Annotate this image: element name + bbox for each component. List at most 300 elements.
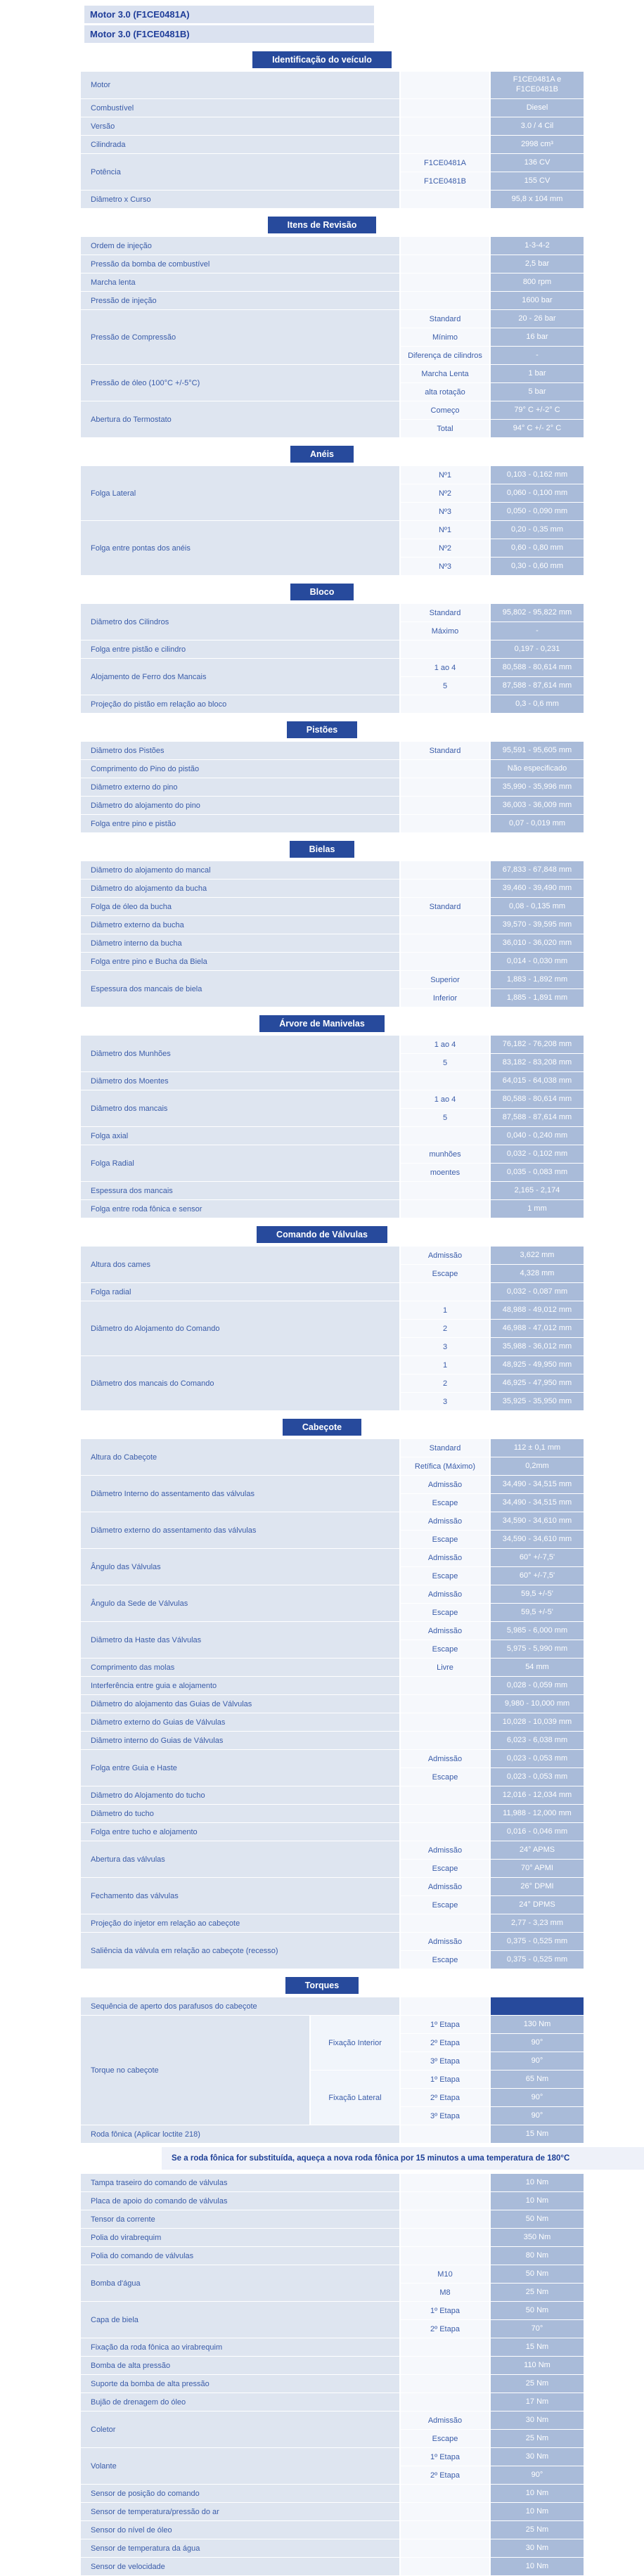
condition-cell: alta rotação <box>401 383 489 401</box>
value-cell: 83,182 - 83,208 mm <box>491 1054 584 1071</box>
sub-rows <box>401 466 584 520</box>
value-cell: 1 bar <box>491 365 584 382</box>
spec-sub-row <box>401 1622 584 1640</box>
sequence-diagram-link[interactable] <box>491 1997 584 2015</box>
section <box>0 217 644 437</box>
spec-label: Polia do virabrequim <box>81 2229 399 2246</box>
sub-rows <box>401 695 584 713</box>
table-row <box>81 1512 584 1548</box>
value-cell: 30 Nm <box>491 2539 584 2557</box>
value-cell: 4,328 mm <box>491 1265 584 1282</box>
value-cell: 6,023 - 6,038 mm <box>491 1732 584 1749</box>
condition-cell: 1 ao 4 <box>401 1090 489 1108</box>
value-cell: 0,023 - 0,053 mm <box>491 1768 584 1786</box>
spec-sub-row <box>401 1786 584 1804</box>
value-cell: 67,833 - 67,848 mm <box>491 861 584 879</box>
spec-sub-row <box>401 1374 584 1392</box>
value-cell: 30 Nm <box>491 2448 584 2466</box>
spec-label: Saliência da válvula em relação ao cabeçote (recesso) <box>81 1933 399 1969</box>
condition-cell <box>401 273 489 291</box>
condition-cell: 1 ao 4 <box>401 1036 489 1053</box>
sub-rows <box>401 742 584 759</box>
sub-rows <box>401 898 584 915</box>
condition-cell <box>401 2485 489 2502</box>
value-cell: - <box>491 347 584 364</box>
section-title: Cabeçote <box>283 1419 361 1436</box>
spec-sub-row <box>401 1054 584 1071</box>
condition-cell <box>401 1283 489 1301</box>
spec-sub-row <box>401 1732 584 1749</box>
spec-sub-row <box>401 2302 584 2319</box>
sub-rows <box>401 1036 584 1071</box>
value-cell: 0,20 - 0,35 mm <box>491 521 584 539</box>
spec-sub-row <box>401 1823 584 1841</box>
condition-cell: Nº2 <box>401 484 489 502</box>
value-cell: 1 mm <box>491 1200 584 1218</box>
spec-label: Ordem de injeção <box>81 237 399 255</box>
torque-group-row <box>311 2016 584 2070</box>
spec-table <box>81 72 584 208</box>
table-row <box>81 191 584 208</box>
condition-cell: F1CE0481B <box>401 172 489 190</box>
value-cell: 25 Nm <box>491 2430 584 2447</box>
condition-cell <box>401 2192 489 2210</box>
doc-title-line-2: Motor 3.0 (F1CE0481B) <box>84 25 374 43</box>
value-cell: 10 Nm <box>491 2192 584 2210</box>
sub-rows <box>401 2357 584 2374</box>
table-row <box>81 2210 584 2228</box>
note-row: Se a roda fônica for substituída, aqueça a nova roda fônica por 15 minutos a uma temperatura de 180°C <box>162 2147 644 2170</box>
condition-cell <box>401 2210 489 2228</box>
spec-sub-row <box>401 2125 584 2143</box>
condition-cell <box>401 99 489 117</box>
sub-rows <box>401 1659 584 1676</box>
sub-rows <box>401 778 584 796</box>
condition-cell: 5 <box>401 1109 489 1126</box>
spec-sub-row <box>401 328 584 346</box>
spec-sub-row <box>401 1182 584 1199</box>
table-row <box>81 2539 584 2557</box>
value-cell: 11,988 - 12,000 mm <box>491 1805 584 1822</box>
condition-cell <box>401 1072 489 1090</box>
condition-cell: 3 <box>401 1338 489 1355</box>
table-row <box>81 255 584 273</box>
condition-cell <box>401 2247 489 2265</box>
spec-sub-row <box>401 558 584 575</box>
value-cell: 70° <box>491 2320 584 2338</box>
table-row <box>81 1145 584 1181</box>
doc-title-line-1: Motor 3.0 (F1CE0481A) <box>84 6 374 23</box>
sub-rows <box>401 1182 584 1199</box>
table-row <box>81 1659 584 1676</box>
spec-label: Versão <box>81 117 399 135</box>
sub-rows <box>401 971 584 1007</box>
spec-sub-row <box>401 1531 584 1548</box>
spec-sub-row <box>401 1695 584 1713</box>
spec-sub-row <box>401 2052 584 2070</box>
value-cell: 90° <box>491 2466 584 2484</box>
spec-label: Projeção do pistão em relação ao bloco <box>81 695 399 713</box>
spec-sub-row <box>401 365 584 382</box>
spec-label: Combustível <box>81 99 399 117</box>
value-cell: Não especificado <box>491 760 584 778</box>
value-cell: 50 Nm <box>491 2210 584 2228</box>
table-row <box>81 797 584 814</box>
value-cell: 34,490 - 34,515 mm <box>491 1494 584 1512</box>
sub-rows <box>401 861 584 879</box>
sub-rows <box>401 1072 584 1090</box>
spec-sub-row <box>401 521 584 539</box>
spec-table <box>81 237 584 437</box>
spec-label: Espessura dos mancais de biela <box>81 971 399 1007</box>
table-row <box>81 2485 584 2502</box>
value-cell: 35,925 - 35,950 mm <box>491 1393 584 1410</box>
section-title: Anéis <box>290 446 354 463</box>
sub-rows <box>401 2393 584 2411</box>
condition-cell: Admissão <box>401 1933 489 1950</box>
table-row <box>81 2174 584 2191</box>
value-cell: 0,60 - 0,80 mm <box>491 539 584 557</box>
condition-cell: Standard <box>401 898 489 915</box>
condition-cell: Standard <box>401 742 489 759</box>
value-cell: 9,980 - 10,000 mm <box>491 1695 584 1713</box>
spec-sub-row <box>401 1750 584 1767</box>
spec-sub-row <box>401 2338 584 2356</box>
condition-cell: Standard <box>401 604 489 622</box>
condition-cell <box>401 1914 489 1932</box>
spec-label: Diâmetro dos mancais do Comando <box>81 1356 399 1410</box>
value-cell: 25 Nm <box>491 2375 584 2393</box>
spec-label: Comprimento das molas <box>81 1659 399 1676</box>
spec-sub-row <box>401 2229 584 2246</box>
table-row <box>81 953 584 970</box>
value-cell: 30 Nm <box>491 2411 584 2429</box>
spec-label: Espessura dos mancais <box>81 1182 399 1199</box>
spec-label: Diâmetro dos Pistões <box>81 742 399 759</box>
value-cell: 36,003 - 36,009 mm <box>491 797 584 814</box>
table-row <box>81 695 584 713</box>
sub-rows <box>401 1549 584 1585</box>
value-cell: 10,028 - 10,039 mm <box>491 1713 584 1731</box>
sub-rows <box>401 934 584 952</box>
table-row <box>81 1585 584 1621</box>
condition-cell <box>401 237 489 255</box>
value-cell: 2,165 - 2,174 <box>491 1182 584 1199</box>
value-cell: 59,5 +/-5' <box>491 1604 584 1621</box>
condition-cell: Escape <box>401 1531 489 1548</box>
condition-cell: Admissão <box>401 1512 489 1530</box>
value-cell: 2998 cm³ <box>491 136 584 153</box>
table-row <box>81 1805 584 1822</box>
value-cell: 20 - 26 bar <box>491 310 584 328</box>
condition-cell: Escape <box>401 1640 489 1658</box>
spec-sub-row <box>401 1072 584 1090</box>
condition-cell <box>401 2539 489 2557</box>
spec-sub-row <box>401 1247 584 1264</box>
value-cell: 65 Nm <box>491 2071 584 2088</box>
spec-sub-row <box>401 273 584 291</box>
table-row <box>81 2411 584 2447</box>
spec-sub-row <box>401 1860 584 1877</box>
value-cell: 0,035 - 0,083 mm <box>491 1164 584 1181</box>
section <box>0 51 644 208</box>
spec-sub-row <box>401 1036 584 1053</box>
spec-sub-row <box>401 1768 584 1786</box>
value-cell: 5 bar <box>491 383 584 401</box>
value-cell: 50 Nm <box>491 2302 584 2319</box>
spec-label: Bujão de drenagem do óleo <box>81 2393 399 2411</box>
sub-rows <box>401 1283 584 1301</box>
sub-rows <box>401 2210 584 2228</box>
condition-cell <box>401 2229 489 2246</box>
spec-sub-row <box>401 2265 584 2283</box>
section-title: Árvore de Manivelas <box>259 1015 385 1032</box>
spec-sub-row <box>401 2320 584 2338</box>
spec-sub-row <box>401 2107 584 2125</box>
sub-rows <box>401 1622 584 1658</box>
sub-rows <box>401 2229 584 2246</box>
spec-sub-row <box>401 1338 584 1355</box>
sub-rows <box>401 1090 584 1126</box>
spec-sub-row <box>401 1145 584 1163</box>
spec-sub-row <box>401 2016 584 2033</box>
sub-rows <box>401 1805 584 1822</box>
table-row <box>81 310 584 364</box>
table-row <box>81 815 584 832</box>
spec-sub-row <box>401 778 584 796</box>
table-row <box>81 466 584 520</box>
table-row <box>81 2357 584 2374</box>
spec-sub-row <box>401 1283 584 1301</box>
spec-sub-row <box>401 383 584 401</box>
condition-cell <box>401 1732 489 1749</box>
spec-label: Folga entre pino e Bucha da Biela <box>81 953 399 970</box>
table-row <box>81 72 584 98</box>
spec-sub-row <box>401 2210 584 2228</box>
condition-cell: moentes <box>401 1164 489 1181</box>
condition-cell: Admissão <box>401 2411 489 2429</box>
value-cell: 1,885 - 1,891 mm <box>491 989 584 1007</box>
section-title: Pistões <box>287 721 357 738</box>
spec-sub-row <box>401 934 584 952</box>
spec-label: Volante <box>81 2448 399 2484</box>
spec-sub-row <box>401 1659 584 1676</box>
sub-rows <box>401 273 584 291</box>
spec-label: Folga Radial <box>81 1145 399 1181</box>
sub-rows <box>401 401 584 437</box>
condition-cell <box>401 1182 489 1199</box>
spec-sub-row <box>401 420 584 437</box>
value-cell: 48,925 - 49,950 mm <box>491 1356 584 1374</box>
table-row <box>81 1695 584 1713</box>
table-row <box>81 742 584 759</box>
sub-rows <box>401 237 584 255</box>
condition-cell: 2º Etapa <box>401 2320 489 2338</box>
section-title: Comando de Válvulas <box>257 1226 387 1243</box>
condition-cell <box>401 255 489 273</box>
sub-rows <box>401 760 584 778</box>
spec-sub-row <box>401 2558 584 2575</box>
condition-cell: F1CE0481A <box>401 154 489 172</box>
table-row <box>81 1914 584 1932</box>
table-row <box>81 1301 584 1355</box>
value-cell: 112 ± 0,1 mm <box>491 1439 584 1457</box>
table-row <box>81 2302 584 2338</box>
condition-cell: Admissão <box>401 1878 489 1895</box>
spec-label: Sequência de aperto dos parafusos do cabeçote <box>81 1997 399 2015</box>
sub-rows <box>401 2016 584 2070</box>
spec-label: Pressão de óleo (100°C +/-5°C) <box>81 365 399 401</box>
section <box>0 584 644 713</box>
value-cell: 24° APMS <box>491 1841 584 1859</box>
condition-cell <box>401 117 489 135</box>
sub-rows <box>401 1476 584 1512</box>
value-cell: 90° <box>491 2089 584 2106</box>
spec-sub-row <box>401 503 584 520</box>
table-row <box>81 934 584 952</box>
spec-sub-row <box>401 1320 584 1337</box>
value-cell: 0,032 - 0,087 mm <box>491 1283 584 1301</box>
table-row <box>81 1713 584 1731</box>
value-cell: 90° <box>491 2034 584 2052</box>
condition-cell: 2º Etapa <box>401 2089 489 2106</box>
section <box>0 1977 644 2575</box>
condition-cell: 2º Etapa <box>401 2466 489 2484</box>
spec-label: Diâmetro x Curso <box>81 191 399 208</box>
value-cell: 50 Nm <box>491 2265 584 2283</box>
spec-table <box>81 861 584 1007</box>
sub-rows <box>401 1585 584 1621</box>
condition-cell <box>401 815 489 832</box>
spec-label: Abertura das válvulas <box>81 1841 399 1877</box>
sub-rows <box>401 2338 584 2356</box>
condition-cell: 1º Etapa <box>401 2016 489 2033</box>
condition-cell: Escape <box>401 1567 489 1585</box>
value-cell: 0,050 - 0,090 mm <box>491 503 584 520</box>
spec-label: Folga radial <box>81 1283 399 1301</box>
torque-group-label: Fixação Lateral <box>311 2071 399 2125</box>
value-cell: 136 CV <box>491 154 584 172</box>
spec-sub-row <box>401 1997 584 2015</box>
condition-cell: 1º Etapa <box>401 2071 489 2088</box>
value-cell: 1-3-4-2 <box>491 237 584 255</box>
table-row <box>81 1476 584 1512</box>
sub-rows <box>401 310 584 364</box>
table-row <box>81 1036 584 1071</box>
value-cell: 76,182 - 76,208 mm <box>491 1036 584 1053</box>
value-cell: 95,802 - 95,822 mm <box>491 604 584 622</box>
table-row <box>81 880 584 897</box>
spec-sub-row <box>401 401 584 419</box>
spec-sub-row <box>401 2411 584 2429</box>
value-cell: 39,570 - 39,595 mm <box>491 916 584 934</box>
spec-sub-row <box>401 154 584 172</box>
value-cell: 0,023 - 0,053 mm <box>491 1750 584 1767</box>
value-cell: 87,588 - 87,614 mm <box>491 1109 584 1126</box>
spec-label: Sensor de temperatura da água <box>81 2539 399 2557</box>
condition-cell: Mínimo <box>401 328 489 346</box>
spec-sub-row <box>401 2071 584 2088</box>
spec-label: Folga axial <box>81 1127 399 1145</box>
value-cell: 46,925 - 47,950 mm <box>491 1374 584 1392</box>
spec-table <box>81 1247 584 1410</box>
spec-label: Ângulo das Válvulas <box>81 1549 399 1585</box>
spec-label: Folga entre pino e pistão <box>81 815 399 832</box>
value-cell: 15 Nm <box>491 2125 584 2143</box>
value-cell: 34,590 - 34,610 mm <box>491 1531 584 1548</box>
sub-rows <box>401 2302 584 2338</box>
value-cell: 10 Nm <box>491 2503 584 2520</box>
spec-sub-row <box>401 2034 584 2052</box>
spec-sub-row <box>401 2466 584 2484</box>
spec-label: Folga entre Guia e Haste <box>81 1750 399 1786</box>
spec-table <box>81 1997 584 2575</box>
spec-sub-row <box>401 1914 584 1932</box>
value-cell: 54 mm <box>491 1659 584 1676</box>
sub-rows <box>401 2174 584 2191</box>
table-row <box>81 273 584 291</box>
value-cell: 3,622 mm <box>491 1247 584 1264</box>
spec-label: Diâmetro do alojamento do pino <box>81 797 399 814</box>
spec-sub-row <box>401 797 584 814</box>
condition-cell: Admissão <box>401 1585 489 1603</box>
value-cell: 0,060 - 0,100 mm <box>491 484 584 502</box>
spec-label: Diâmetro do Alojamento do Comando <box>81 1301 399 1355</box>
condition-cell <box>401 880 489 897</box>
value-cell: 10 Nm <box>491 2558 584 2575</box>
condition-cell: Nº3 <box>401 503 489 520</box>
spec-sub-row <box>401 484 584 502</box>
sub-rows <box>401 1247 584 1282</box>
condition-cell: 3 <box>401 1393 489 1410</box>
spec-label: Capa de biela <box>81 2302 399 2338</box>
table-row <box>81 2393 584 2411</box>
section-title: Bielas <box>290 841 355 858</box>
sub-rows <box>401 136 584 153</box>
spec-sub-row <box>401 1512 584 1530</box>
sub-rows <box>401 2247 584 2265</box>
sub-rows <box>401 2375 584 2393</box>
value-cell: 0,016 - 0,046 mm <box>491 1823 584 1841</box>
table-row <box>81 2247 584 2265</box>
condition-cell: Livre <box>401 1659 489 1676</box>
spec-label: Sensor do nível de óleo <box>81 2521 399 2539</box>
table-row <box>81 659 584 695</box>
value-cell: 5,985 - 6,000 mm <box>491 1622 584 1640</box>
spec-label: Coletor <box>81 2411 399 2447</box>
spec-label: Altura dos cames <box>81 1247 399 1282</box>
condition-cell: 1 <box>401 1356 489 1374</box>
condition-cell: Escape <box>401 2430 489 2447</box>
sub-rows <box>401 1750 584 1786</box>
condition-cell <box>401 1677 489 1694</box>
table-row <box>81 99 584 117</box>
sub-rows <box>401 2448 584 2484</box>
sub-rows <box>401 1997 584 2015</box>
table-row <box>81 640 584 658</box>
table-row <box>81 778 584 796</box>
spec-label: Diâmetro do alojamento da bucha <box>81 880 399 897</box>
sub-rows <box>401 154 584 190</box>
condition-cell: 2º Etapa <box>401 2034 489 2052</box>
sub-rows <box>401 815 584 832</box>
condition-cell <box>401 2174 489 2191</box>
condition-cell: Marcha Lenta <box>401 365 489 382</box>
spec-sub-row <box>401 742 584 759</box>
table-row <box>81 1090 584 1126</box>
condition-cell: Escape <box>401 1896 489 1914</box>
sub-rows <box>401 1127 584 1145</box>
